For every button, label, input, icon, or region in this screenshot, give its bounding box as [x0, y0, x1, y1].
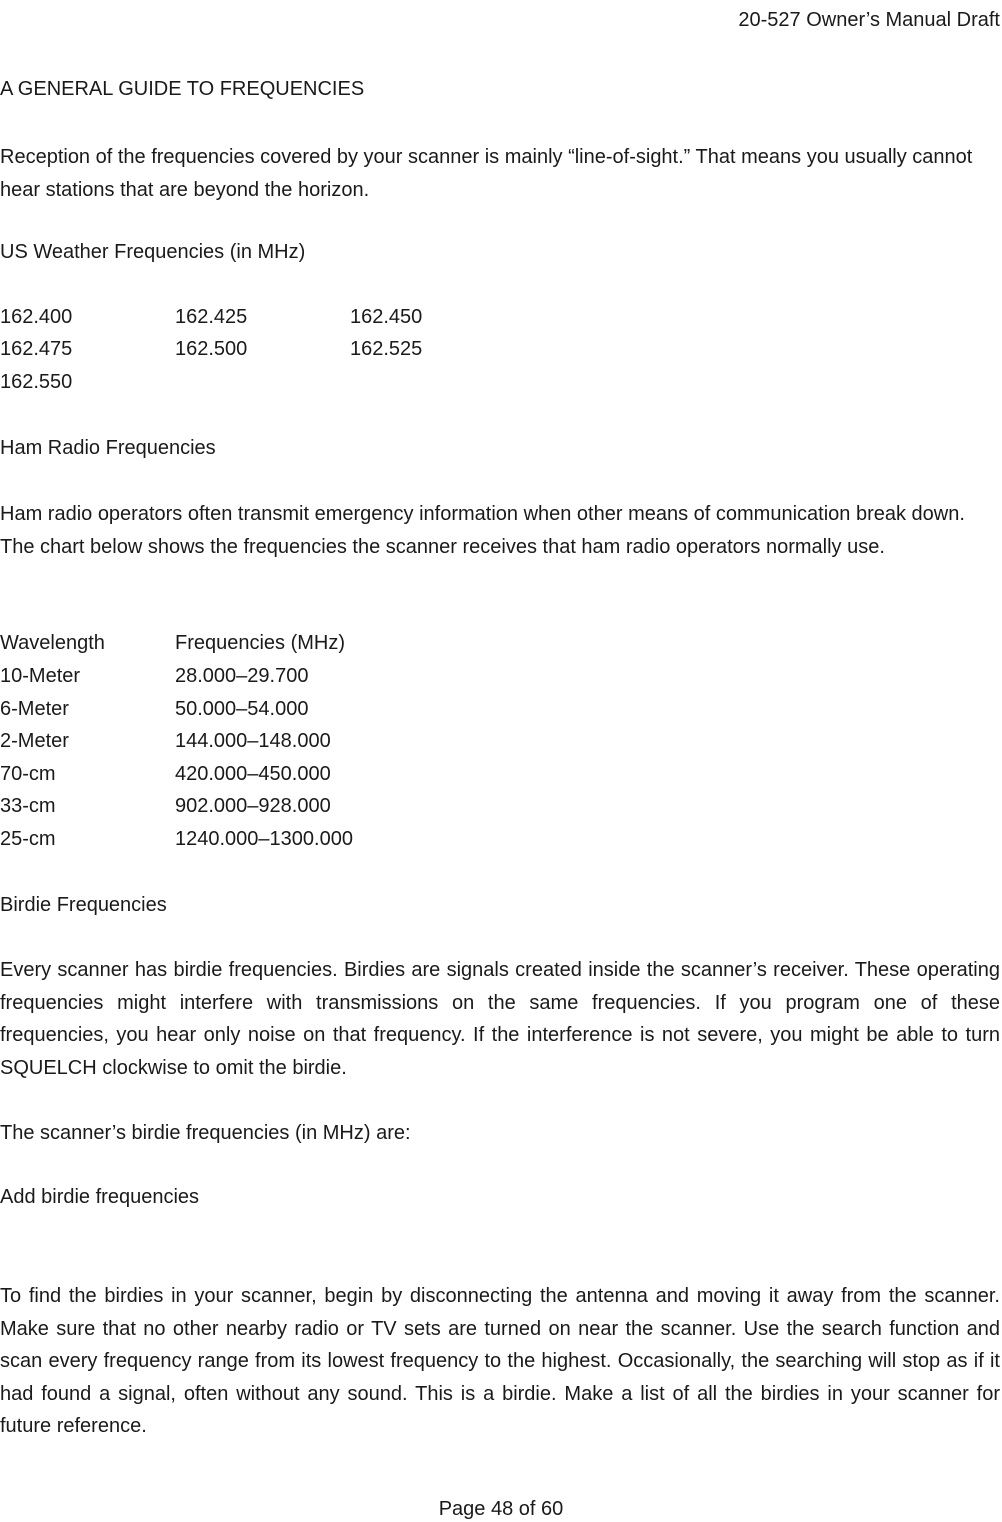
frequency-range-cell: 144.000–148.000 [175, 730, 331, 752]
birdie-description: Every scanner has birdie frequencies. Birdies are signals created inside the scanner’s receiver. These operating frequencies might interfere with transmissions on the same frequencies. If you program one of these frequencies, you hear only noise on that frequency. If the interference is not severe, you might be able to turn SQUELCH clockwise to omit the birdie. [0, 959, 1000, 1079]
intro-paragraph: Reception of the frequencies covered by your scanner is mainly “line-of-sight.” That means you usually cannot hear stations that are beyond the horizon. [0, 146, 973, 201]
ham-table-row [0, 827, 600, 851]
weather-frequency: 162.525 [350, 338, 423, 360]
birdie-placeholder: Add birdie frequencies [0, 1186, 200, 1208]
wavelength-cell: 2-Meter [0, 730, 69, 752]
weather-frequency: 162.550 [0, 371, 73, 393]
wavelength-cell: 10-Meter [0, 665, 81, 687]
frequency-range-cell: 420.000–450.000 [175, 763, 331, 785]
weather-frequency: 162.450 [350, 306, 423, 328]
weather-frequency: 162.400 [0, 306, 73, 328]
frequency-range-cell: 1240.000–1300.000 [175, 828, 353, 850]
weather-row [0, 370, 600, 394]
ham-table-row [0, 697, 600, 721]
weather-frequency: 162.425 [175, 306, 248, 328]
ham-table-row [0, 664, 600, 688]
ham-table-row [0, 794, 600, 818]
birdie-instructions: To find the birdies in your scanner, begin by disconnecting the antenna and moving it away from the scanner. Make sure that no other nearby radio or TV sets are turned on near the scanner. Use the search function and scan every frequency range from its lowest frequency to the highest. Occasionally, the searching will stop as if it had found a signal, often without any sound. This is a birdie. Make a list of all the birdies in your scanner for future reference. [0, 1285, 1000, 1437]
section-title: A GENERAL GUIDE TO FREQUENCIES [0, 78, 365, 100]
ham-description: Ham radio operators often transmit emergency information when other means of communication break down. The chart below shows the frequencies the scanner receives that ham radio operators normally use. [0, 503, 965, 558]
page-number: Page 48 of 60 [438, 1498, 564, 1520]
wavelength-cell: 6-Meter [0, 698, 69, 720]
ham-table-header [0, 631, 600, 655]
document-header: 20-527 Owner’s Manual Draft [738, 9, 1000, 31]
weather-row [0, 305, 600, 329]
weather-row [0, 337, 600, 361]
weather-heading: US Weather Frequencies (in MHz) [0, 241, 306, 263]
ham-heading: Ham Radio Frequencies [0, 437, 216, 459]
ham-table-row [0, 762, 600, 786]
weather-frequency: 162.475 [0, 338, 73, 360]
wavelength-cell: 33-cm [0, 795, 56, 817]
wavelength-cell: 70-cm [0, 763, 56, 785]
wavelength-cell: 25-cm [0, 828, 56, 850]
frequency-range-cell: 50.000–54.000 [175, 698, 309, 720]
frequency-range-cell: 28.000–29.700 [175, 665, 309, 687]
birdie-list-intro: The scanner’s birdie frequencies (in MHz) are: [0, 1122, 411, 1144]
column-header-wavelength: Wavelength [0, 632, 105, 654]
column-header-frequencies: Frequencies (MHz) [175, 632, 346, 654]
birdie-heading: Birdie Frequencies [0, 894, 167, 916]
ham-table-row [0, 729, 600, 753]
frequency-range-cell: 902.000–928.000 [175, 795, 331, 817]
weather-frequency: 162.500 [175, 338, 248, 360]
